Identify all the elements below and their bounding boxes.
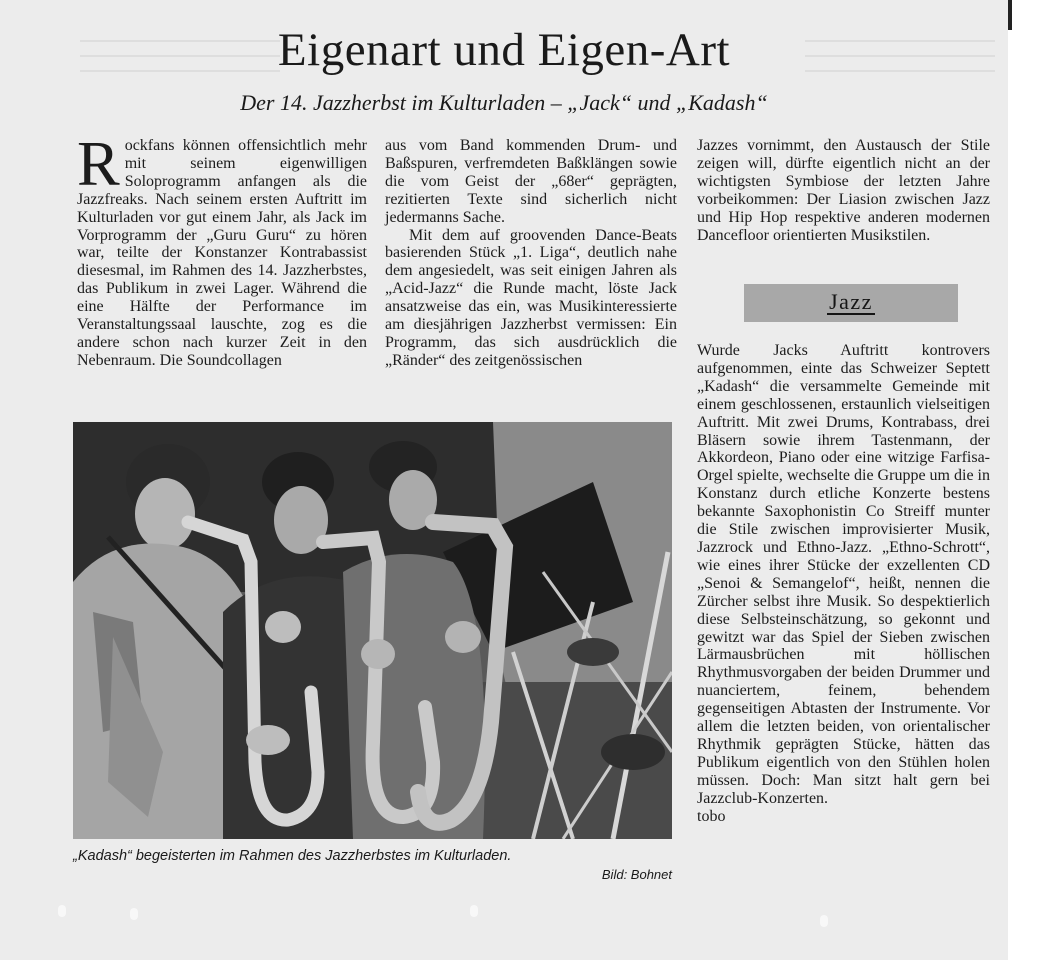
- paragraph: [77, 128, 367, 370]
- paragraph: aus vom Band kommenden Drum- und Baßspuren, verfremdeten Baßklängen sowie die vom Geist der „68er“ geprägten, rezitierten Texte sind sicherlich nicht jedermanns Sache.: [385, 137, 677, 226]
- section-heading-box: [744, 284, 958, 322]
- paragraph: Mit dem auf groovenden Dance-Beats basierenden Stück „1. Liga“, deutlich nahe dem angesiedelt, was seit einigen Jahren als „Acid-Jazz“ die Runde macht, löste Jack ansatzweise das ein, was Musikinteressierte am diesjährigen Jazzherbst vermissen: Ein Programm, das sich ausdrücklich die „Ränder“ des zeitgenössischen: [385, 226, 677, 369]
- subheadline: Der 14. Jazzherbst im Kulturladen – „Jack“ und „Kadash“: [240, 90, 768, 115]
- article-column-1: [77, 128, 367, 370]
- photo-caption: „Kadash“ begeisterten im Rahmen des Jazzherbstes im Kulturladen.: [73, 848, 512, 864]
- page-margin: [1008, 0, 1040, 960]
- article-column-3-top: [697, 137, 990, 244]
- paragraph: Wurde Jacks Auftritt kontrovers aufgenommen, einte das Schweizer Septett „Kadash“ die versammelte Gemeinde mit einem geschlossenen, erstaunlich vielseitigen Auftritt. Mit zwei Drums, Kontrabass, drei Bläsern sowie ihrem Tastenmann, der Akkordeon, Piano oder eine witzige Farfisa-Orgel spielte, wechselte die Gruppe um die in Konstanz durch etliche Konzerte bestens bekannte Saxophonistin Co Streiff munter die Stile zwischen improvisierter Musik, Jazzrock und Ethno-Jazz. „Ethno-Schrott“, wie eines ihrer Stücke der exzellenten CD „Senoi & Semangelof“, heißt, nennen die Zürcher selbst ihre Musik. So despektierlich diese Selbsteinschätzung, so gekonnt und gewitzt war das Spiel der Sieben zwischen Lärmausbrüchen mit höllischen Rhythmusvorgaben der beiden Drummer und nuanciertem, feinem, behendem gegenseitigen Abtasten der Instrumente. Vor allem die letzten beiden, von orientalischer Rhythmik geprägten Stücke, hätten das Publikum eigentlich von den Stühlen holen müssen. Doch: Man sitzt halt gern bei Jazzclub-Konzerten.: [697, 342, 990, 807]
- scan-edge: [1008, 0, 1012, 30]
- article-column-3-bottom: [697, 342, 990, 825]
- author-signature: tobo: [697, 807, 726, 825]
- saxophonists-illustration: [73, 422, 672, 839]
- article-column-2: [385, 137, 677, 370]
- band-photo: [73, 422, 672, 839]
- paragraph: Jazzes vornimmt, den Austausch der Stile zeigen will, dürfte eigentlich nicht an der wichtigsten Symbiose der letzten Jahre vorbeikommen: Der Liasion zwischen Jazz und Hip Hop respektive anderen modernen Dancefloor orientierten Musikstilen.: [697, 137, 990, 244]
- drop-cap: R: [77, 128, 120, 199]
- photo-credit: Bild: Bohnet: [601, 867, 672, 882]
- section-heading: Jazz: [829, 289, 873, 314]
- paragraph-text: ockfans können offensichtlich mehr mit seinem eigenwilligen Soloprogramm anfangen als die Jazzfreaks. Nach seinem ersten Auftritt im Kulturladen vor gut einem Jahr, als Jack im Vorprogramm der „Guru Guru“ zu hören war, teilte der Konstanzer Kontrabassist diesesmal, im Rahmen des 14. Jazzherbstes, das Publikum in zwei Lager. Während die eine Hälfte der Performance im Veranstaltungssaal lauschte, zog es die andere schon nach kurzer Zeit in den Nebenraum. Die Soundcollagen: [77, 137, 367, 369]
- headline: Eigenart und Eigen-Art: [277, 24, 731, 76]
